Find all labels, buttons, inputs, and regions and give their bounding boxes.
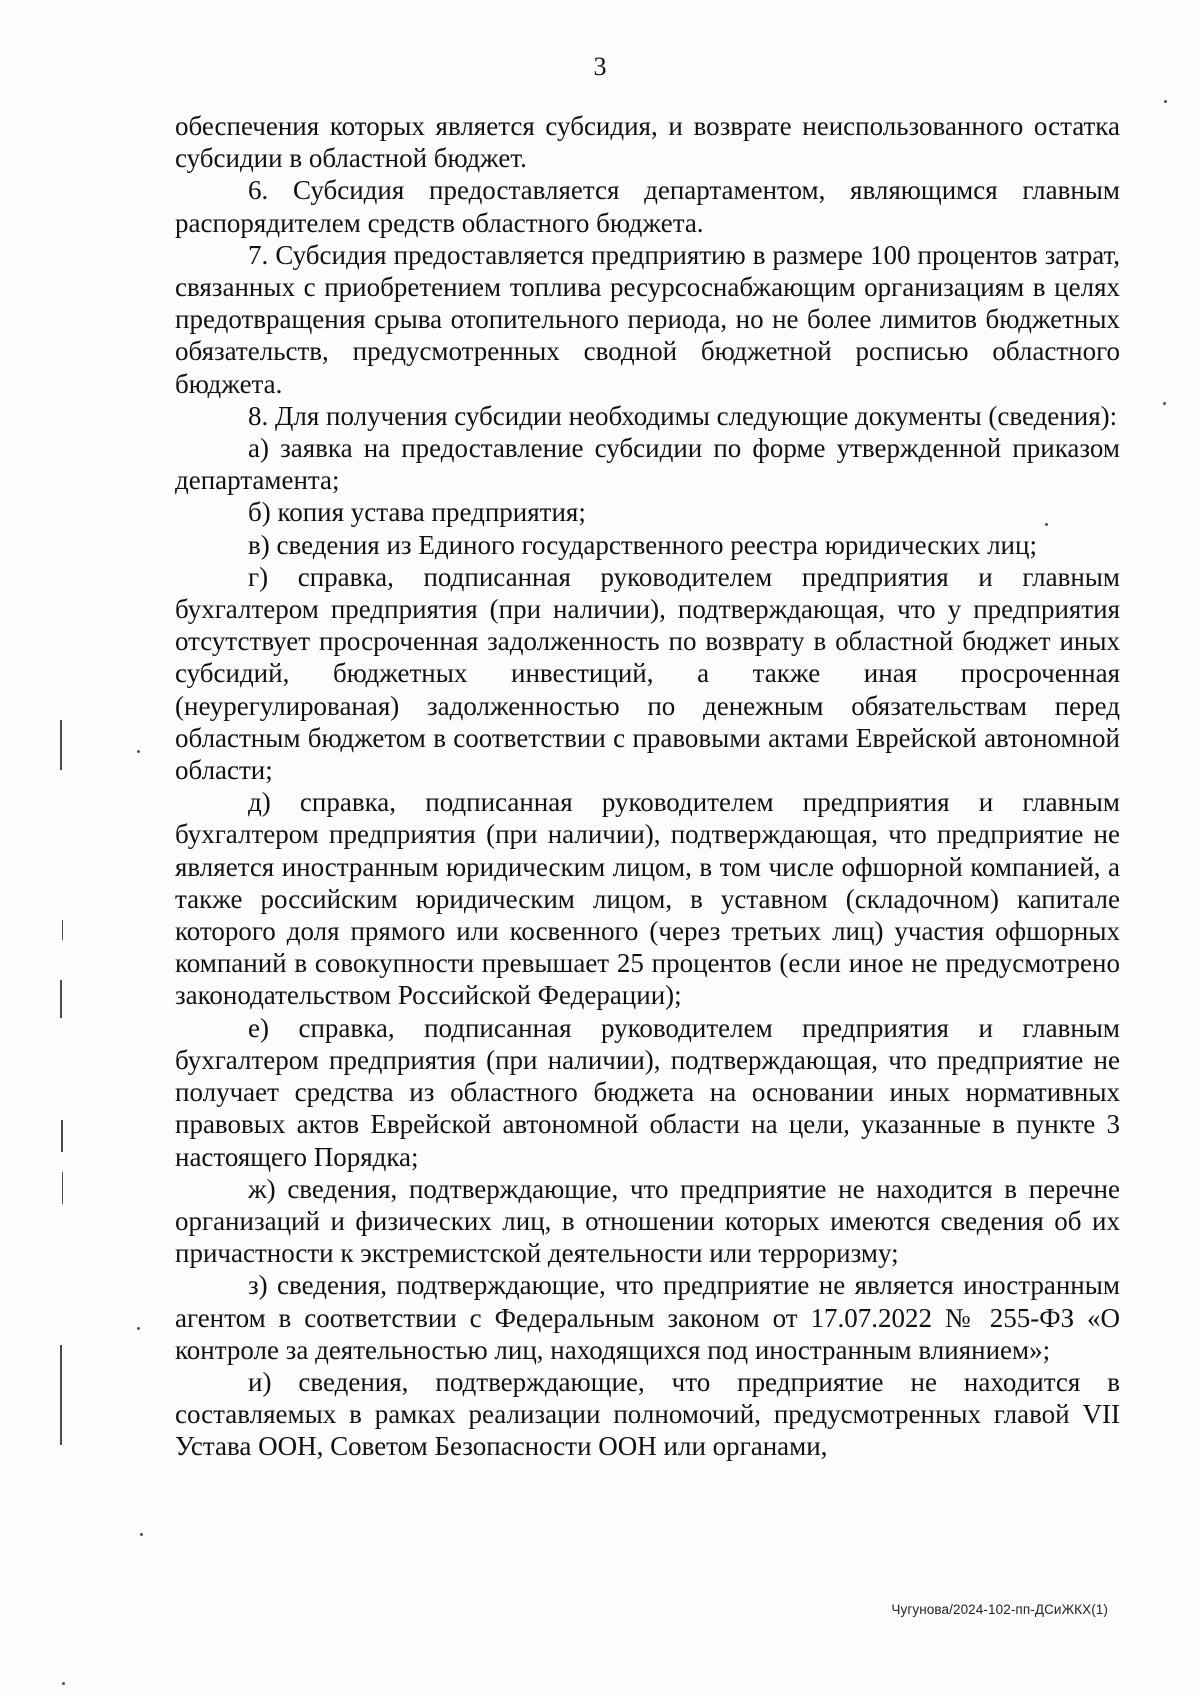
scan-dot <box>1163 402 1166 405</box>
scan-mark <box>62 1190 63 1204</box>
scan-dot <box>62 1682 65 1685</box>
scan-mark <box>62 1172 63 1190</box>
subitem-z: з) сведения, подтверждающие, что предприятие не является иностранным агентом в соответствии с Федеральным законом от 17.07.2022 № 255-ФЗ «О контроле за деятельностью лиц, находящихся под иностранным влиянием»; <box>175 1270 1120 1365</box>
scan-dot <box>137 750 140 753</box>
scan-mark <box>60 980 62 1018</box>
scan-dot <box>140 1533 143 1536</box>
paragraph-item-7: 7. Субсидия предоставляется предприятию в размере 100 процентов затрат, связанных с приобретением топлива ресурсоснабжающим организациям в целях предотвращения срыва отопительного периода, но не более лимитов бюджетных обязательств, предусмотренных сводной бюджетной росписью областного бюджета. <box>175 239 1120 399</box>
page-number: 3 <box>593 52 607 81</box>
scan-mark <box>60 1345 62 1445</box>
scan-dot <box>1164 100 1167 103</box>
subitem-i: и) сведения, подтверждающие, что предприятие не находится в составляемых в рамках реализации полномочий, предусмотренных главой VII Устава ООН, Советом Безопасности ООН или органами, <box>175 1366 1120 1462</box>
scan-mark <box>61 1120 63 1152</box>
document-body <box>175 110 1120 1463</box>
subitem-d: д) справка, подписанная руководителем предприятия и главным бухгалтером предприятия (при наличии), подтверждающая, что предприятие не является иностранным юридическим лицом, в том числе офшорной компанией, а также российским юридическим лицом, в уставном (складочном) капитале которого доля прямого или косвенного (через третьих лиц) участия офшорных компаний в совокупности превышает 25 процентов (если иное не предусмотрено законодательством Российской Федерации); <box>175 787 1120 1011</box>
subitem-b: б) копия устава предприятия; <box>248 497 586 528</box>
scan-dot <box>1045 523 1048 526</box>
paragraph-item-6: 6. Субсидия предоставляется департаментом, являющимся главным распорядителем средств областного бюджета. <box>175 175 1120 238</box>
subitem-g: г) справка, подписанная руководителем предприятия и главным бухгалтером предприятия (при наличии), подтверждающая, что у предприятия отсутствует просроченная задолженность по возврату в областной бюджет иных субсидий, бюджетных инвестиций, а также иная просроченная (неурегулированая) задолженностью по денежным обязательствам перед областным бюджетом в соответствии с правовыми актами Еврейской автономной области; <box>175 561 1120 786</box>
paragraph-item-8: 8. Для получения субсидии необходимы следующие документы (сведения): <box>248 400 1118 431</box>
subitem-a: а) заявка на предоставление субсидии по форме утвержденной приказом департамента; <box>175 433 1120 496</box>
scan-mark <box>62 920 63 940</box>
paragraph-continuation: обеспечения которых является субсидия, и возврате неиспользованного остатка субсидии в областной бюджет. <box>175 111 1120 174</box>
subitem-e: е) справка, подписанная руководителем предприятия и главным бухгалтером предприятия (при наличии), подтверждающая, что предприятие не получает средства из областного бюджета на основании иных нормативных правовых актов Еврейской автономной области на цели, указанные в пункте 3 настоящего Порядка; <box>175 1012 1120 1172</box>
scan-mark <box>60 720 62 770</box>
scan-dot <box>137 1327 140 1330</box>
footer-document-code: Чугунова/2024-102-пп-ДСиЖКХ(1) <box>891 1602 1108 1617</box>
subitem-v: в) сведения из Единого государственного реестра юридических лиц; <box>248 529 1037 560</box>
subitem-zh: ж) сведения, подтверждающие, что предприятие не находится в перечне организаций и физических лиц, в отношении которых имеются сведения об их причастности к экстремистской деятельности или терроризму; <box>175 1173 1120 1269</box>
